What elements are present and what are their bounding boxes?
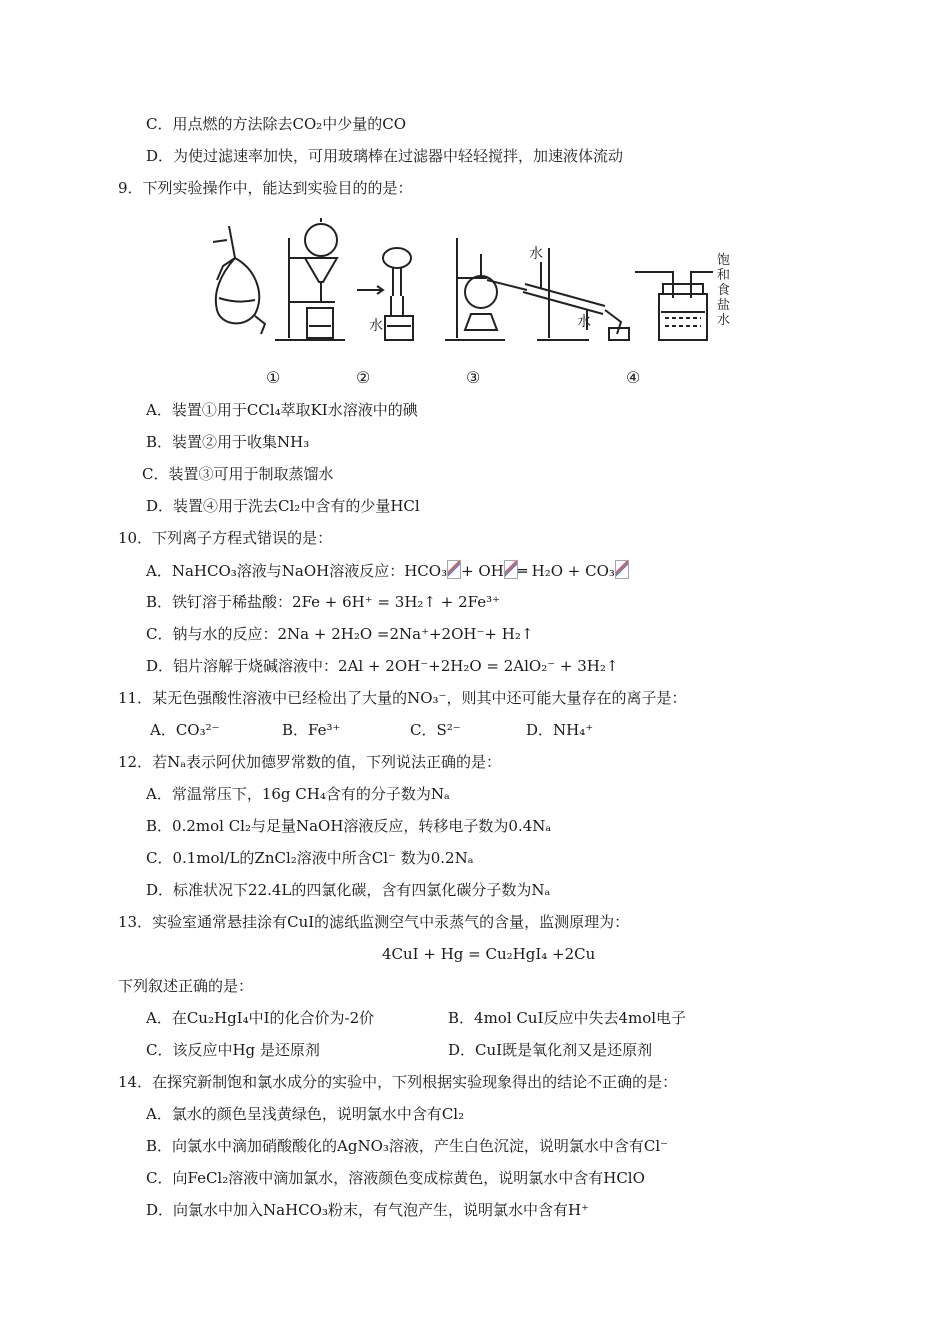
q10-option-a	[146, 560, 629, 581]
q9-apparatus-figure	[205, 218, 730, 360]
q11-stem: 11．某无色强酸性溶液中已经检出了大量的NO₃⁻，则其中还可能大量存在的离子是：	[118, 689, 687, 707]
q13-lead: 下列叙述正确的是：	[118, 977, 254, 995]
water-beaker-label: 水	[369, 318, 383, 334]
q12-option-c: C．0.1mol/L的ZnCl₂溶液中所含Cl⁻ 数为0.2Nₐ	[146, 849, 474, 867]
q12-stem: 12．若Nₐ表示阿伏加德罗常数的值，下列说法正确的是：	[118, 753, 502, 771]
q10-option-a-text: A．NaHCO₃溶液与NaOH溶液反应：HCO₃	[146, 562, 448, 580]
q12-option-d: D．标准状况下22.4L的四氯化碳，含有四氯化碳分子数为Nₐ	[146, 881, 551, 899]
q11-option-b: B．Fe³⁺	[282, 721, 341, 739]
q10-option-c: C．钠与水的反应：2Na + 2H₂O =2Na⁺+2OH⁻+ H₂↑	[146, 625, 534, 643]
apparatus-1-separatory-funnel	[213, 226, 265, 334]
q14-option-b: B．向氯水中滴加硝酸酸化的AgNO₃溶液，产生白色沉淀，说明氯水中含有Cl⁻	[146, 1137, 669, 1155]
q9-option-a: A．装置①用于CCl₄萃取KI水溶液中的碘	[146, 401, 418, 419]
q13-option-d: D．CuI既是氧化剂又是还原剂	[448, 1041, 653, 1059]
q14-option-a: A．氯水的颜色呈浅黄绿色，说明氯水中含有Cl₂	[146, 1105, 465, 1123]
q8-option-d: D．为使过滤速率加快，可用玻璃棒在过滤器中轻轻搅拌，加速液体流动	[146, 147, 624, 165]
q14-stem: 14．在探究新制饱和氯水成分的实验中，下列根据实验现象得出的结论不正确的是：	[118, 1073, 678, 1091]
figure-label-3: ③	[466, 368, 481, 387]
water-out-label: 水	[529, 246, 543, 262]
apparatus-1-filtration-stand	[275, 218, 345, 340]
q10-option-d: D．铝片溶解于烧碱溶液中：2Al + 2OH⁻+2H₂O = 2AlO₂⁻ + 3H₂↑	[146, 657, 619, 675]
q11-option-c: C．S²⁻	[410, 721, 461, 739]
q11-option-d: D．NH₄⁺	[526, 721, 594, 739]
figure-label-1: ①	[266, 368, 281, 387]
q13-option-a: A．在Cu₂HgI₄中I的化合价为-2价	[146, 1009, 375, 1027]
figure-label-2: ②	[356, 368, 371, 387]
broken-image-icon	[447, 560, 461, 579]
apparatus-4-gas-washing-bottle	[635, 272, 713, 340]
water-in-label: 水	[577, 314, 591, 330]
q9-option-c: C．装置③可用于制取蒸馏水	[142, 465, 334, 483]
q9-option-d: D．装置④用于洗去Cl₂中含有的少量HCl	[146, 497, 420, 515]
q13-equation: 4CuI + Hg = Cu₂HgI₄ +2Cu	[382, 945, 596, 963]
q10-option-b: B．铁钉溶于稀盐酸：2Fe + 6H⁺ = 3H₂↑ + 2Fe³⁺	[146, 593, 501, 611]
q9-stem: 9．下列实验操作中，能达到实验目的的是：	[118, 179, 413, 197]
q12-option-b: B．0.2mol Cl₂与足量NaOH溶液反应，转移电子数为0.4Nₐ	[146, 817, 552, 835]
q14-option-d: D．向氯水中加入NaHCO₃粉末，有气泡产生，说明氯水中含有H⁺	[146, 1201, 589, 1219]
broken-image-icon	[615, 560, 629, 579]
q10-stem: 10．下列离子方程式错误的是：	[118, 529, 333, 547]
broken-image-icon	[504, 560, 518, 579]
q12-option-a: A．常温常压下，16g CH₄含有的分子数为Nₐ	[146, 785, 450, 803]
q10-option-a-mid: + OH	[461, 562, 504, 580]
figure-label-4: ④	[626, 368, 641, 387]
saline-label: 饱和食盐水	[717, 253, 730, 328]
q13-stem: 13．实验室通常悬挂涂有CuI的滤纸监测空气中汞蒸气的含量，监测原理为：	[118, 913, 630, 931]
q13-option-b: B．4mol CuI反应中失去4mol电子	[448, 1009, 687, 1027]
q14-option-c: C．向FeCl₂溶液中滴加氯水，溶液颜色变成棕黄色，说明氯水中含有HClO	[146, 1169, 645, 1187]
q9-option-b: B．装置②用于收集NH₃	[146, 433, 310, 451]
q10-option-a-eq: ═ H₂O + CO₃	[517, 562, 615, 580]
apparatus-2-gas-collection	[357, 248, 413, 340]
q13-option-c: C．该反应中Hg 是还原剂	[146, 1041, 320, 1059]
q11-option-a: A．CO₃²⁻	[150, 721, 220, 739]
q8-option-c: C．用点燃的方法除去CO₂中少量的CO	[146, 115, 407, 133]
